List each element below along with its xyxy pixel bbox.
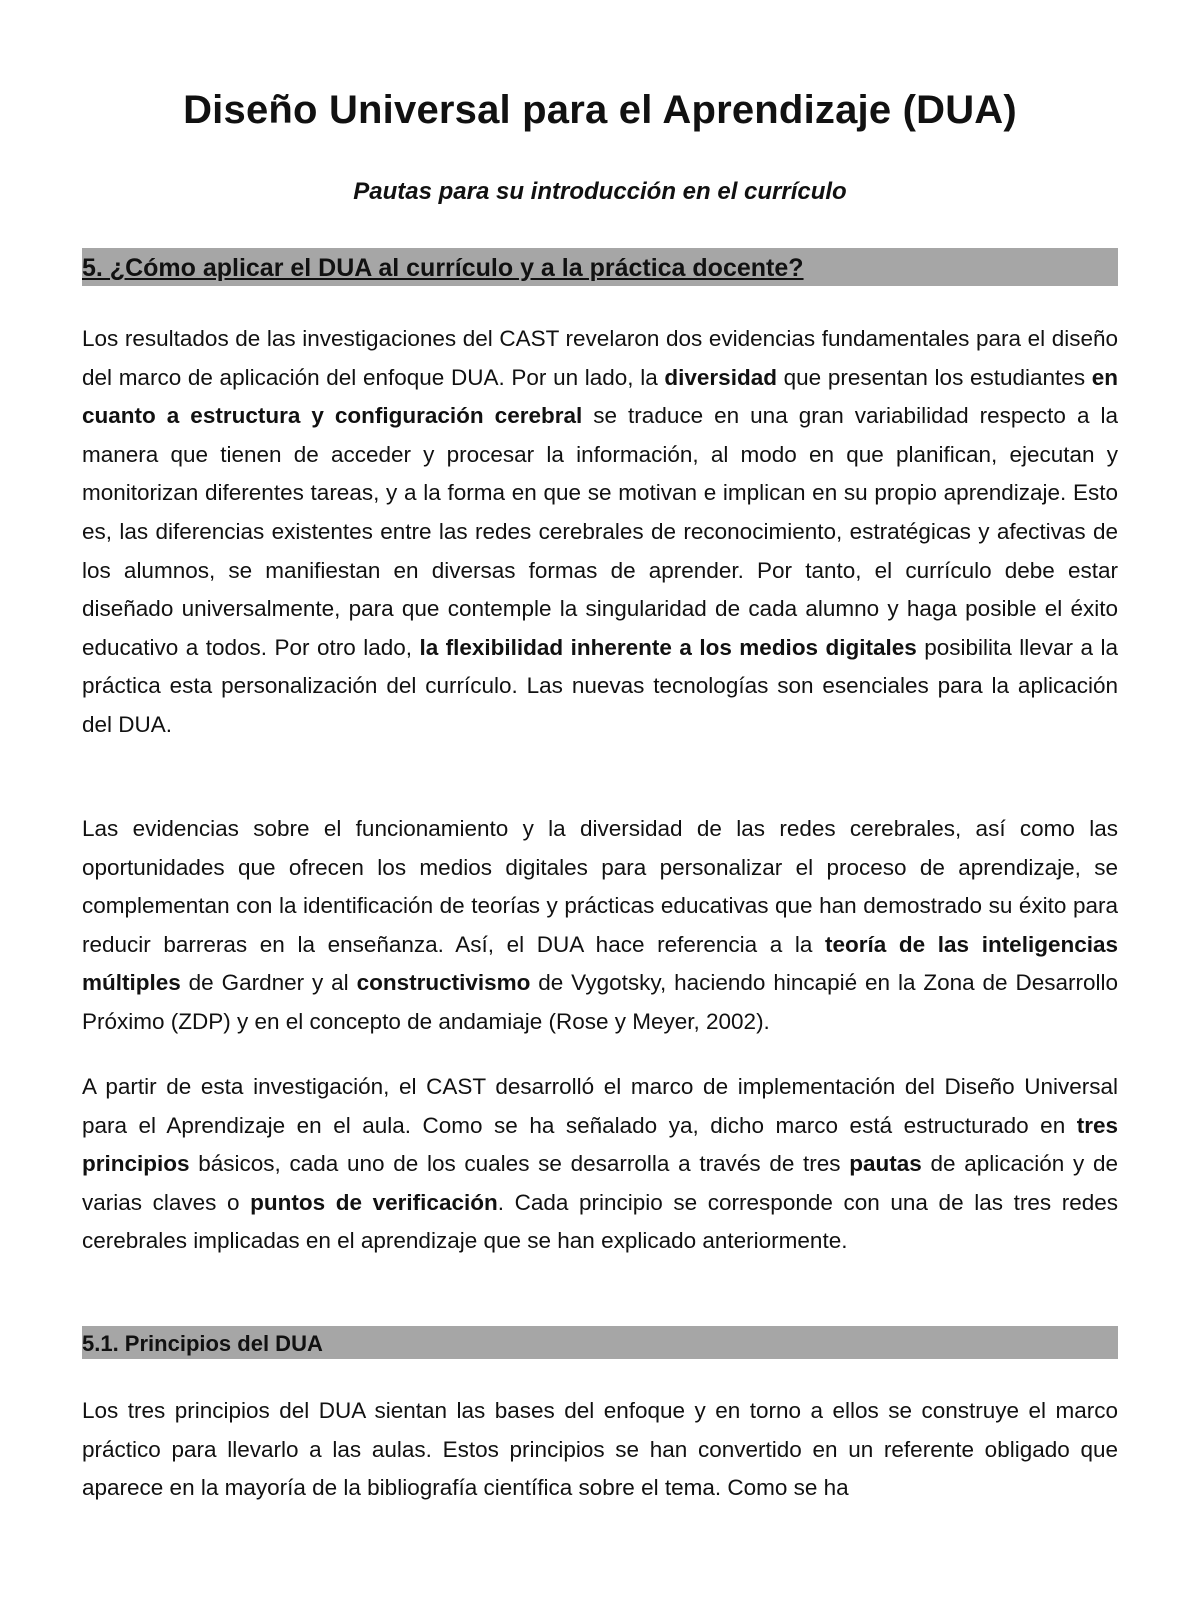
paragraph-1-text: Los resultados de las investigaciones del CAST revelaron dos evidencias fundamentales para el diseño del marco de aplicación del enfoque DUA. Por un lado, la [82,326,1118,390]
paragraph-3-bold: puntos de verificación [250,1189,498,1215]
paragraph-2-text: de Vygotsky, haciendo hincapié en la Zona de Desarrollo Próximo (ZDP) y en el concepto de andamiaje (Rose y Meyer, 2002). [82,970,1118,1034]
paragraph-3-text: . Cada principio se corresponde con una de las tres redes cerebrales implicadas en el aprendizaje que se han explicado anteriormente. [82,1189,1118,1254]
document-subtitle: Pautas para su introducción en el currículo [353,178,847,205]
paragraph-2-text: de Gardner y al [180,970,357,996]
paragraph-2-text: Las evidencias sobre el funcionamiento y la diversidad de las redes cerebrales, así como las oportunidades que ofrecen los medios digitales para personalizar el proceso de aprendizaje, se complementan con la identificación de teorías y prácticas educativas que han demostrado su éxito para reducir barreras en la enseñanza. Así, el DUA hace referencia a la [82,816,1118,957]
paragraph-1-text: que presentan los estudiantes [776,364,1092,390]
paragraph-1-bold: diversidad [664,364,777,390]
document-title: Diseño Universal para el Aprendizaje (DUA) [183,88,1017,132]
paragraph-3 [82,1068,1118,1261]
paragraph-2-bold: constructivismo [356,970,531,996]
paragraph-1-bold: en cuanto a estructura y configuración cerebral [82,364,1118,429]
paragraph-3-bold: tres principios [82,1112,1118,1177]
paragraph-4-text: Los tres principios del DUA sientan las bases del enfoque y en torno a ellos se construye el marco práctico para llevarlo a las aulas. Estos principios se han convertido en un referente obligado que aparece en la mayoría de la bibliografía científica sobre el tema. Como se ha [82,1398,1118,1501]
paragraph-3-text: de aplicación y de varias claves o [82,1151,1118,1215]
paragraph-2-bold: teoría de las inteligencias múltiples [82,931,1118,996]
section-heading: 5. ¿Cómo aplicar el DUA al currículo y a la práctica docente? [82,248,1118,286]
paragraph-1-bold: la flexibilidad inherente a los medios digitales [419,634,917,660]
paragraph-1-text: se traduce en una gran variabilidad respecto a la manera que tienen de acceder y procesar la información, al modo en que planifican, ejecutan y monitorizan diferentes tareas, y a la forma en que se motivan e implican en su propio aprendizaje. Esto es, las diferencias existentes entre las redes cerebrales de reconocimiento, estratégicas y afectivas de los alumnos, se manifiestan en diversas formas de aprender. Por tanto, el currículo debe estar diseñado universalmente, para que contemple la singularidad de cada alumno y haga posible el éxito educativo a todos. Por otro lado, [82,403,1118,660]
paragraph-3-bold: pautas [849,1151,922,1177]
paragraph-4 [82,1392,1118,1508]
paragraph-3-text: básicos, cada uno de los cuales se desarrolla a través de tres [189,1151,850,1177]
subsection-heading: 5.1. Principios del DUA [82,1326,1118,1359]
paragraph-3-text: A partir de esta investigación, el CAST desarrolló el marco de implementación del Diseño Universal para el Aprendizaje en el aula. Como se ha señalado ya, dicho marco está estructurado en [82,1074,1118,1138]
paragraph-1-text: posibilita llevar a la práctica esta personalización del currículo. Las nuevas tecnologías son esenciales para la aplicación del DUA. [82,634,1118,737]
paragraph-2 [82,810,1118,1042]
paragraph-1 [82,320,1118,745]
